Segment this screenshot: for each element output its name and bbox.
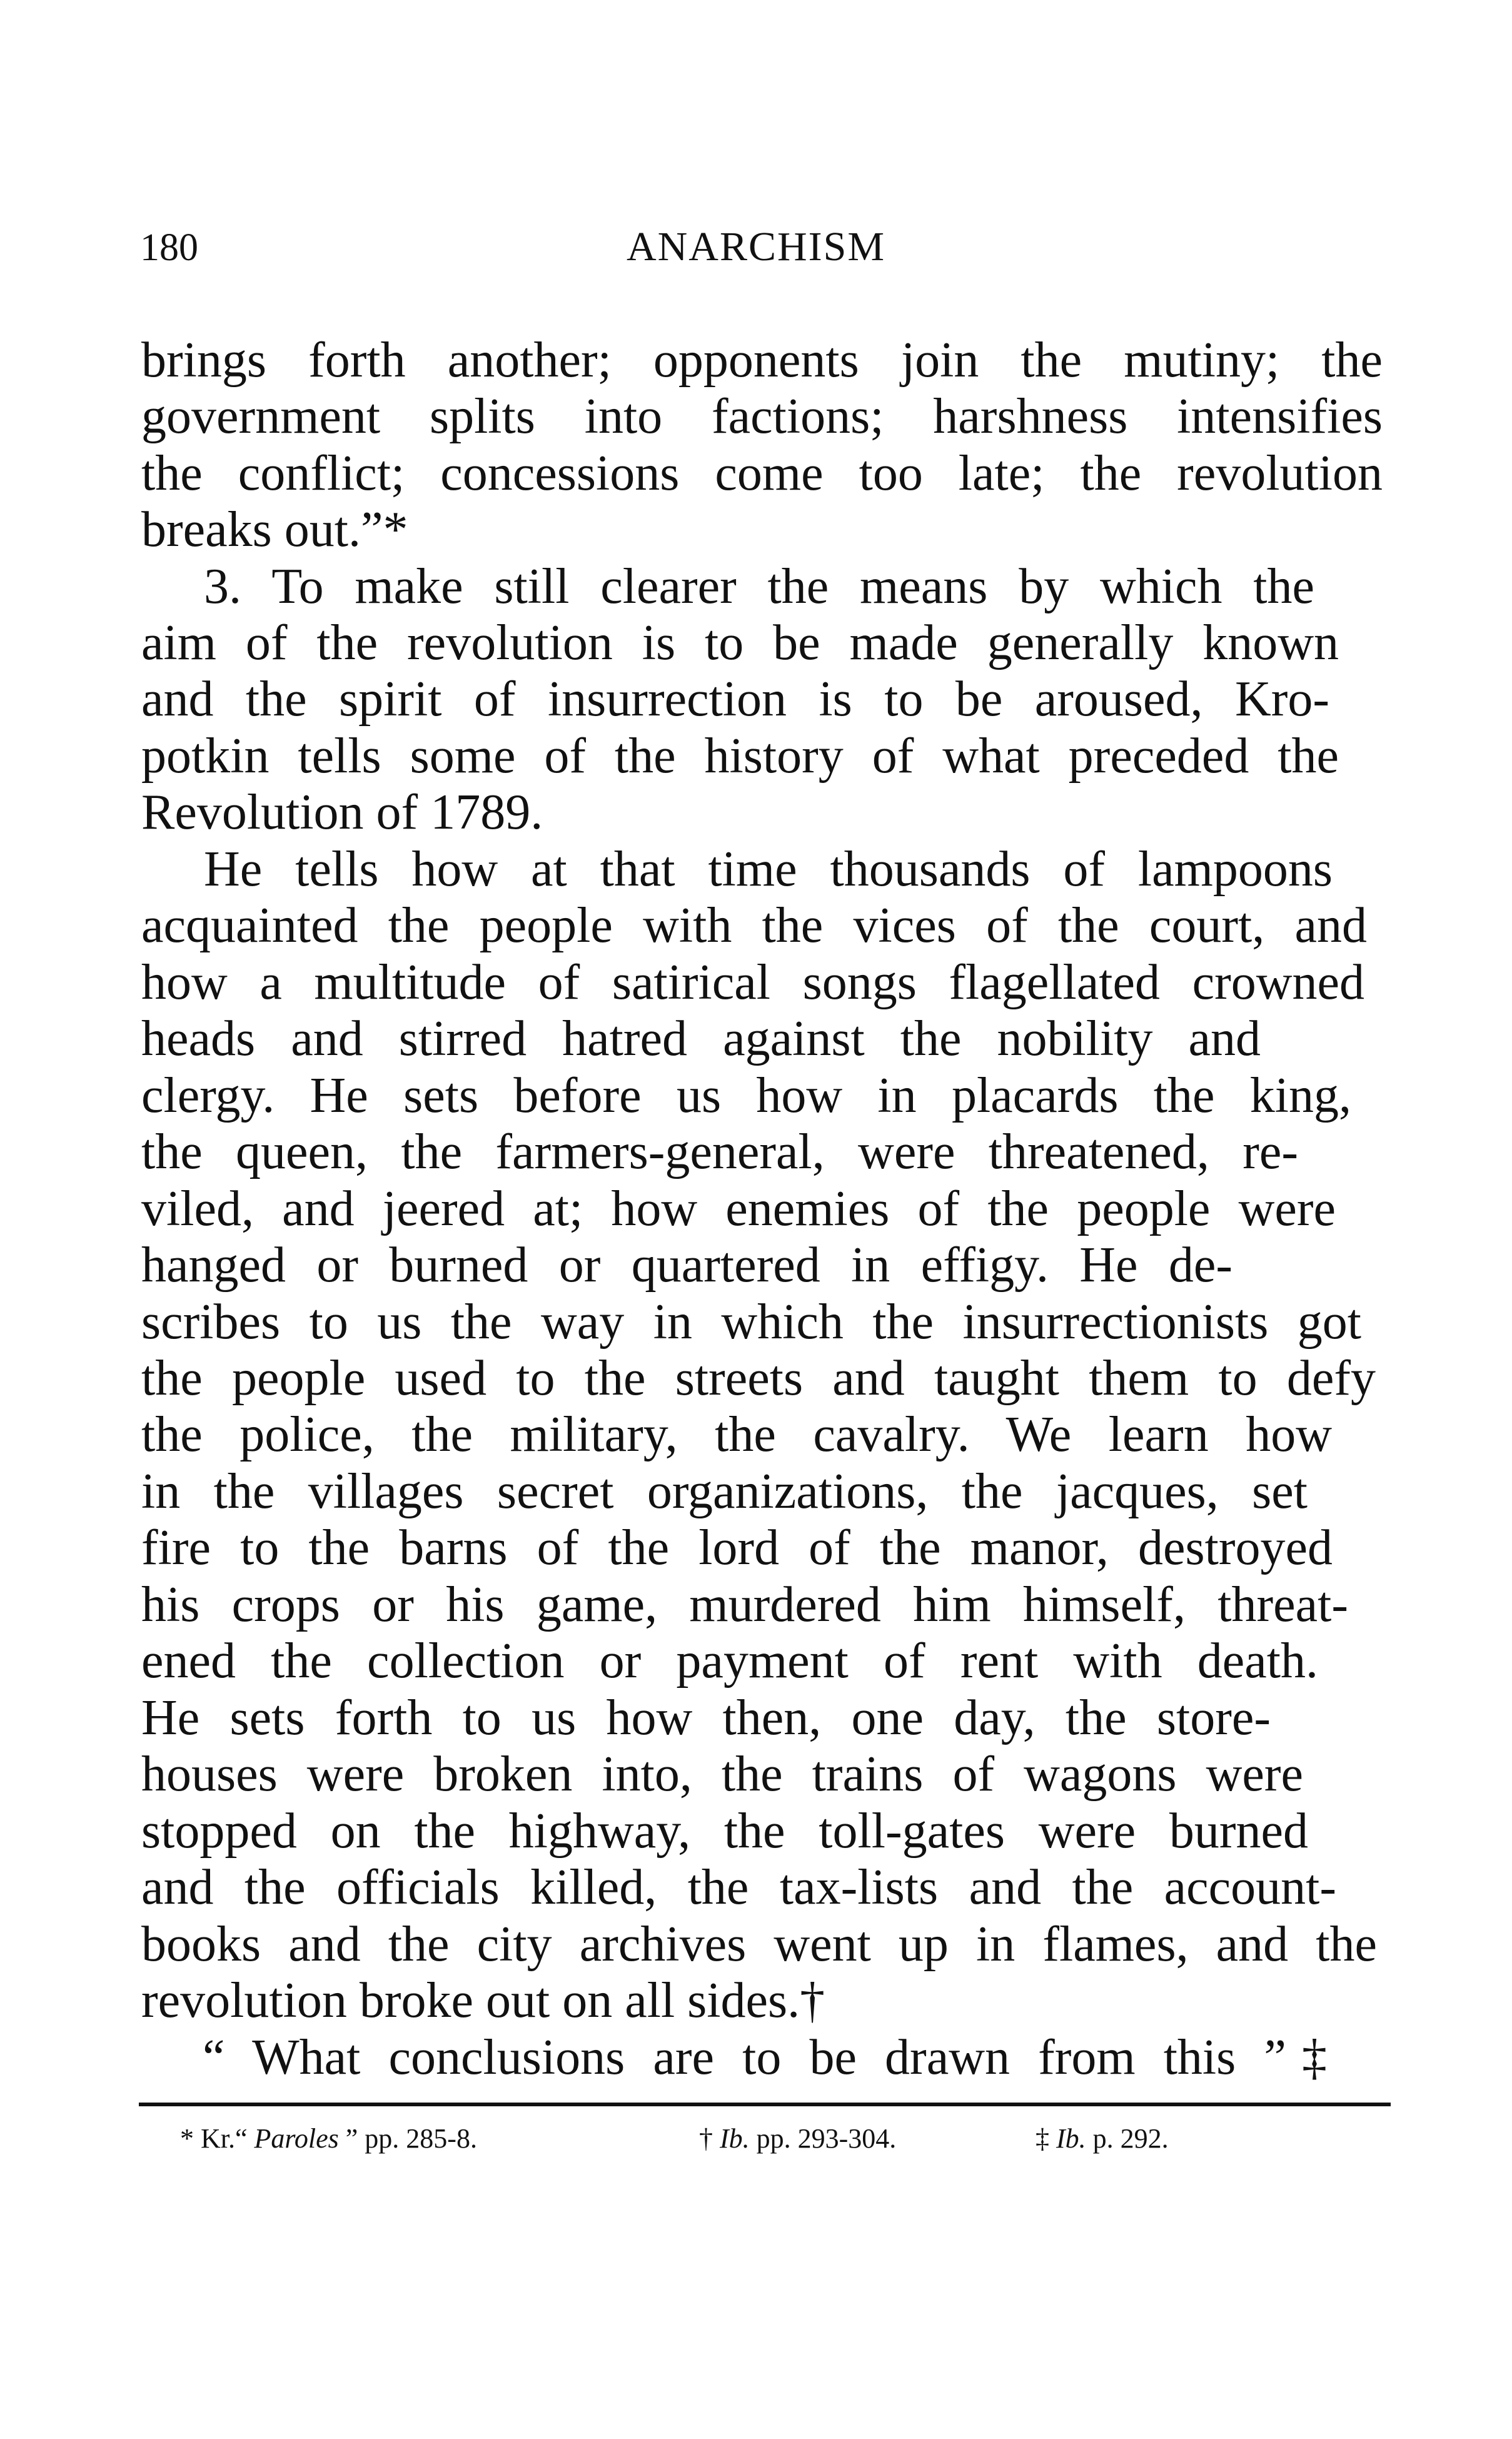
footnote-3 [1036, 2125, 1169, 2153]
footnote-2-title: Ib. [720, 2123, 750, 2154]
text-line: the queen, the farmers-general, were threatened, re- [141, 1124, 1298, 1179]
running-head: ANARCHISM [626, 224, 886, 270]
text-line: the conflict; concessions come too late; the revolution [141, 446, 1383, 501]
text-line: 3. To make still clearer the means by which the [204, 559, 1314, 614]
footnote-1 [180, 2125, 477, 2153]
text-line: scribes to us the way in which the insurrectionists got [141, 1295, 1361, 1350]
footnote-1-title: Paroles [254, 2123, 339, 2154]
footnote-1-rest: ” pp. 285-8. [338, 2123, 477, 2154]
text-line: the people used to the streets and taught them to defy [141, 1351, 1376, 1406]
text-line: heads and stirred hatred against the nobility and [141, 1011, 1261, 1066]
text-line: potkin tells some of the history of what preceded the [141, 729, 1339, 784]
footnote-2-mark: † [699, 2123, 720, 2154]
footnote-3-rest: p. 292. [1086, 2123, 1169, 2154]
text-line: fire to the barns of the lord of the manor, destroyed [141, 1520, 1333, 1575]
text-line: He sets forth to us how then, one day, the store- [141, 1690, 1271, 1745]
page-number: 180 [140, 226, 198, 269]
text-line: the police, the military, the cavalry. We learn how [141, 1407, 1332, 1462]
footnote-1-mark: * Kr.“ [180, 2123, 255, 2154]
text-line: how a multitude of satirical songs flagellated crowned [141, 955, 1364, 1010]
text-line: acquainted the people with the vices of the court, and [141, 898, 1367, 953]
text-line: “ What conclusions are to be drawn from this ”‡ [203, 2030, 1327, 2085]
text-line: and the spirit of insurrection is to be aroused, Kro- [141, 672, 1329, 727]
text-line: clergy. He sets before us how in placards the king, [141, 1068, 1351, 1123]
text-line: books and the city archives went up in flames, and the [141, 1917, 1377, 1972]
footnote-2 [699, 2125, 896, 2153]
text-line: Revolution of 1789. [141, 785, 543, 840]
text-line: viled, and jeered at; how enemies of the people were [141, 1181, 1336, 1236]
footnote-3-mark: ‡ [1036, 2123, 1056, 2154]
text-line: ened the collection or payment of rent with death. [141, 1634, 1318, 1689]
text-line: stopped on the highway, the toll-gates were burned [141, 1804, 1308, 1859]
text-line: He tells how at that time thousands of lampoons [204, 842, 1333, 897]
text-line: aim of the revolution is to be made generally known [141, 615, 1339, 670]
text-line: houses were broken into, the trains of wagons were [141, 1747, 1303, 1802]
footnote-2-rest: pp. 293-304. [749, 2123, 897, 2154]
text-line: government splits into factions; harshness intensifies [141, 389, 1383, 444]
text-line: hanged or burned or quartered in effigy. He de- [141, 1238, 1232, 1293]
text-line: his crops or his game, murdered him himself, threat- [141, 1577, 1348, 1632]
text-line: breaks out.”* [141, 502, 408, 557]
text-line: brings forth another; opponents join the mutiny; the [141, 333, 1383, 388]
footnote-rule [139, 2103, 1391, 2106]
text-line: and the officials killed, the tax-lists and the account- [141, 1860, 1336, 1915]
text-line: revolution broke out on all sides.† [141, 1973, 825, 2028]
footnote-3-title: Ib. [1056, 2123, 1086, 2154]
text-line: in the villages secret organizations, the jacques, set [141, 1464, 1308, 1519]
